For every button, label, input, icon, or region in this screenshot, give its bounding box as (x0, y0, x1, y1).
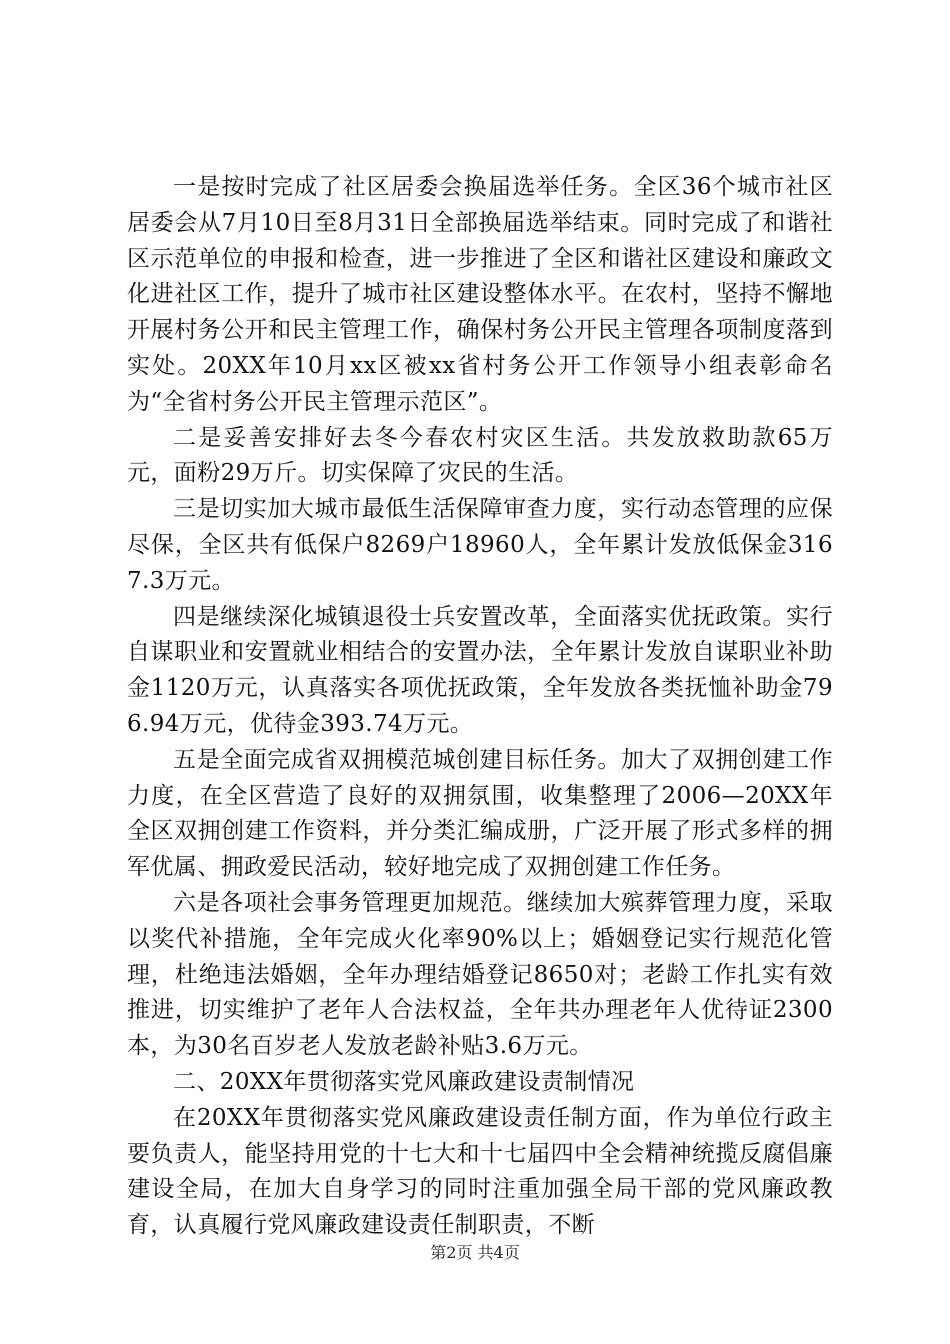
paragraph-disaster-relief: 二是妥善安排好去冬今春农村灾区生活。共发放救助款65万元，面粉29万斤。切实保障了灾民的生活。 (127, 424, 833, 487)
paragraph-minimum-living-security: 三是切实加大城市最低生活保障审查力度，实行动态管理的应保尽保，全区共有低保户8269户18960人，全年累计发放低保金3167.3万元。 (127, 496, 833, 594)
paragraph-community-elections: 一是按时完成了社区居委会换届选举任务。全区36个城市社区居委会从7月10日至8月31日全部换届选举结束。同时完成了和谐社区示范单位的申报和检查，进一步推进了全区和谐社区建设和廉政文化进社区工作，提升了城市社区建设整体水平。在农村，坚持不懈地开展村务公开和民主管理工作，确保村务公开民主管理各项制度落到实处。20XX年10月xx区被xx省村务公开工作领导小组表彰命名为“全省村务公开民主管理示范区”。 (127, 174, 833, 415)
paragraph-veteran-resettlement: 四是继续深化城镇退役士兵安置改革，全面落实优抚政策。实行自谋职业和安置就业相结合的安置办法，全年累计发放自谋职业补助金1120万元，认真落实各项优抚政策，全年发放各类抚恤补助金796.94万元，优待金393.74万元。 (127, 603, 833, 737)
paragraph-party-integrity: 在20XX年贯彻落实党风廉政建设责任制方面，作为单位行政主要负责人，能坚持用党的十七大和十七届四中全会精神统揽反腐倡廉建设全局，在加大自身学习的同时注重加强全局干部的党风廉政教育，认真履行党风廉政建设责任制职责，不断 (127, 1104, 833, 1239)
paragraph-double-support: 五是全面完成省双拥模范城创建目标任务。加大了双拥创建工作力度，在全区营造了良好的双拥氛围，收集整理了2006—20XX年全区双拥创建工作资料，并分类汇编成册，广泛开展了形式多样的拥军优属、拥政爱民活动，较好地完成了双拥创建工作任务。 (127, 746, 833, 881)
section-heading: 二、20XX年贯彻落实党风廉政建设责制情况 (173, 1068, 635, 1095)
paragraph-social-affairs: 六是各项社会事务管理更加规范。继续加大殡葬管理力度，采取以奖代补措施，全年完成火化率90%以上；婚姻登记实行规范化管理，杜绝违法婚姻，全年办理结婚登记8650对；老龄工作扎实有效推进，切实维护了老年人合法权益，全年共办理老年人优待证2300本，为30名百岁老人发放老龄补贴3.6万元。 (127, 889, 833, 1060)
page-number-footer: 第2页 共4页 (430, 1243, 520, 1262)
document-body (127, 170, 833, 1244)
